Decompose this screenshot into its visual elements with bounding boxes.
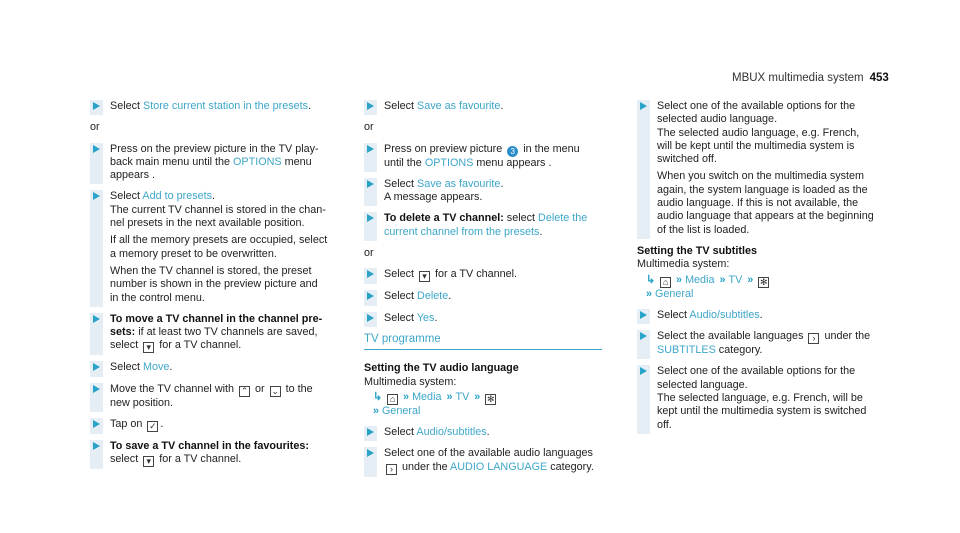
- options-down-icon: ▾: [143, 342, 154, 353]
- path-next-icon: »: [474, 390, 481, 403]
- menu-link: Save as favourite: [417, 177, 501, 190]
- step-arrow-icon: [93, 192, 100, 200]
- column-1: [90, 100, 328, 475]
- path-next-icon: »: [403, 390, 410, 403]
- arrow-down-icon: ⌄: [271, 385, 279, 396]
- step: Tap on ✓ .: [90, 418, 328, 432]
- step-arrow-icon: [93, 315, 100, 323]
- step-note: When you switch on the multimedia system again, the system language is loaded as the audio language. If this is not available, the audio language that appears at the beginning of the list is loaded.: [657, 170, 874, 236]
- step: Select Yes.: [364, 312, 602, 325]
- settings-icon: ✻: [760, 276, 768, 287]
- or-text: or: [90, 121, 100, 134]
- step-note: The selected audio language, e.g. French, will be kept until the multimedia system is switched off.: [657, 126, 860, 166]
- step: Select Add to presets. The current TV channel is stored in the chan-nel presets in the next available position. If all the memory presets are occupied, select a memory preset to be overwritten. When the TV channel is stored, the preset number is shown in the preview picture and in the control menu.: [90, 190, 328, 304]
- menu-link: Save as favourite: [417, 100, 501, 112]
- or-text: or: [364, 121, 374, 134]
- subheading: Setting the TV subtitles: [637, 244, 757, 257]
- menu-link: Store current station in the presets: [143, 100, 309, 112]
- step: Select one of the available options for the selected language. The selected language, e.g. French, will be kept until the multimedia system is switched off.: [637, 365, 875, 431]
- path-next-icon: »: [373, 404, 380, 417]
- system-label: Multimedia system:: [364, 375, 457, 388]
- step-arrow-icon: [93, 420, 100, 428]
- step-arrow-icon: [93, 363, 100, 371]
- step-arrow-icon: [367, 449, 374, 457]
- chevron-right-icon: ›: [808, 333, 819, 344]
- step: Select Store current station in the presets.: [90, 100, 328, 113]
- step: To delete a TV channel: select Delete the current channel from the presets.: [364, 212, 602, 239]
- menu-link: Delete the current channel from the presets: [384, 212, 588, 238]
- step-arrow-icon: [367, 270, 374, 278]
- step-arrow-icon: [640, 102, 647, 110]
- step-arrow-icon: [367, 314, 374, 322]
- path-next-icon: »: [676, 273, 683, 286]
- column-3: [637, 100, 875, 440]
- step: Select Audio/subtitles.: [637, 309, 875, 322]
- menu-link: OPTIONS: [233, 155, 282, 168]
- page-number: 453: [869, 72, 889, 84]
- confirm-check-icon: ✓: [149, 421, 157, 432]
- step: Press on the preview picture in the TV play-back main menu until the OPTIONS menu appears .: [90, 143, 328, 183]
- path-next-icon: »: [446, 390, 453, 403]
- menu-link: Yes: [416, 311, 435, 324]
- chevron-right-icon: ›: [386, 464, 397, 475]
- step: Select Save as favourite.: [364, 100, 602, 113]
- step-heading: To delete a TV channel:: [384, 212, 504, 225]
- callout-number-icon: 3: [507, 146, 518, 157]
- menu-link: AUDIO LANGUAGE: [450, 460, 548, 473]
- step: Select Move.: [90, 361, 328, 374]
- step: Select Save as favourite. A message appears.: [364, 178, 602, 205]
- options-down-icon: ▾: [419, 271, 430, 282]
- options-down-icon: ▾: [143, 456, 154, 467]
- subheading: Setting the TV audio language: [364, 362, 519, 375]
- menu-link: OPTIONS: [424, 156, 474, 169]
- page-header: [732, 72, 889, 84]
- menu-link: Delete: [417, 290, 449, 303]
- step: To save a TV channel in the favourites: select ▾ for a TV channel.: [90, 440, 328, 467]
- path-return-icon: ↳: [373, 390, 383, 403]
- path-next-icon: »: [646, 287, 653, 300]
- settings-icon: ✻: [487, 393, 495, 404]
- or-text: or: [364, 247, 374, 260]
- path-next-icon: »: [747, 273, 754, 286]
- step-note: If all the memory presets are occupied, select a memory preset to be overwritten.: [110, 234, 328, 260]
- step-arrow-icon: [640, 332, 647, 340]
- step: To move a TV channel in the channel pre-sets: if at least two TV channels are saved, select ▾ for a TV channel.: [90, 313, 328, 354]
- step-note: A message appears.: [384, 191, 483, 204]
- step-arrow-icon: [93, 102, 100, 110]
- step-arrow-icon: [640, 367, 647, 375]
- arrow-up-icon: ⌃: [240, 385, 249, 396]
- step-arrow-icon: [367, 292, 374, 300]
- step-arrow-icon: [93, 442, 100, 450]
- step-heading: To move a TV channel in the channel pre-sets:: [110, 312, 323, 339]
- step: Select Delete.: [364, 290, 602, 303]
- step-arrow-icon: [367, 214, 374, 222]
- step-note: When the TV channel is stored, the preset number is shown in the preview picture and in the control menu.: [110, 264, 318, 304]
- step-arrow-icon: [367, 428, 374, 436]
- menu-link: Audio/subtitles: [416, 426, 487, 439]
- menu-link: Add to presets: [142, 190, 213, 203]
- step: Select one of the available options for the selected audio language. The selected audio language, e.g. French, will be kept until the multimedia system is switched off. When you switch on the multimedia system again, the system language is loaded as the audio language. If this is not available, the audio language that appears at the beginning of the list is loaded.: [637, 100, 875, 237]
- step-arrow-icon: [367, 102, 374, 110]
- menu-path: ↳ ⌂ » Media » TV » ✻ » General: [646, 273, 768, 300]
- menu-link: Move: [143, 361, 170, 374]
- step: Move the TV channel with ⌃ or ⌄ to the new position.: [90, 383, 328, 410]
- step: Select ▾ for a TV channel.: [364, 268, 602, 282]
- step-note: The current TV channel is stored in the chan-nel presets in the next available position.: [110, 203, 326, 230]
- path-next-icon: »: [719, 273, 726, 286]
- menu-link: SUBTITLES: [657, 344, 716, 357]
- step-heading: To save a TV channel in the favourites:: [110, 440, 309, 453]
- menu-path: ↳ ⌂ » Media » TV » ✻ » General: [373, 390, 495, 417]
- step-arrow-icon: [93, 145, 100, 153]
- step-arrow-icon: [367, 145, 374, 153]
- menu-link: Audio/subtitles: [689, 308, 760, 321]
- step: Press on preview picture 3 in the menu until the OPTIONS menu appears .: [364, 143, 602, 170]
- section-title: TV programme: [364, 333, 602, 350]
- path-return-icon: ↳: [646, 273, 656, 286]
- home-icon: ⌂: [660, 277, 671, 288]
- system-label: Multimedia system:: [637, 258, 730, 271]
- header-title: MBUX multimedia system: [732, 72, 864, 84]
- step-arrow-icon: [640, 311, 647, 319]
- step-note: The selected language, e.g. French, will be kept until the multimedia system is switched off.: [657, 392, 867, 431]
- column-2: [364, 100, 602, 483]
- step: Select Audio/subtitles.: [364, 426, 602, 439]
- step-arrow-icon: [367, 180, 374, 188]
- step-arrow-icon: [93, 385, 100, 393]
- step: Select the available languages › under the SUBTITLES category.: [637, 330, 875, 357]
- step: Select one of the available audio languages › under the AUDIO LANGUAGE category.: [364, 447, 602, 474]
- home-icon: ⌂: [387, 394, 398, 405]
